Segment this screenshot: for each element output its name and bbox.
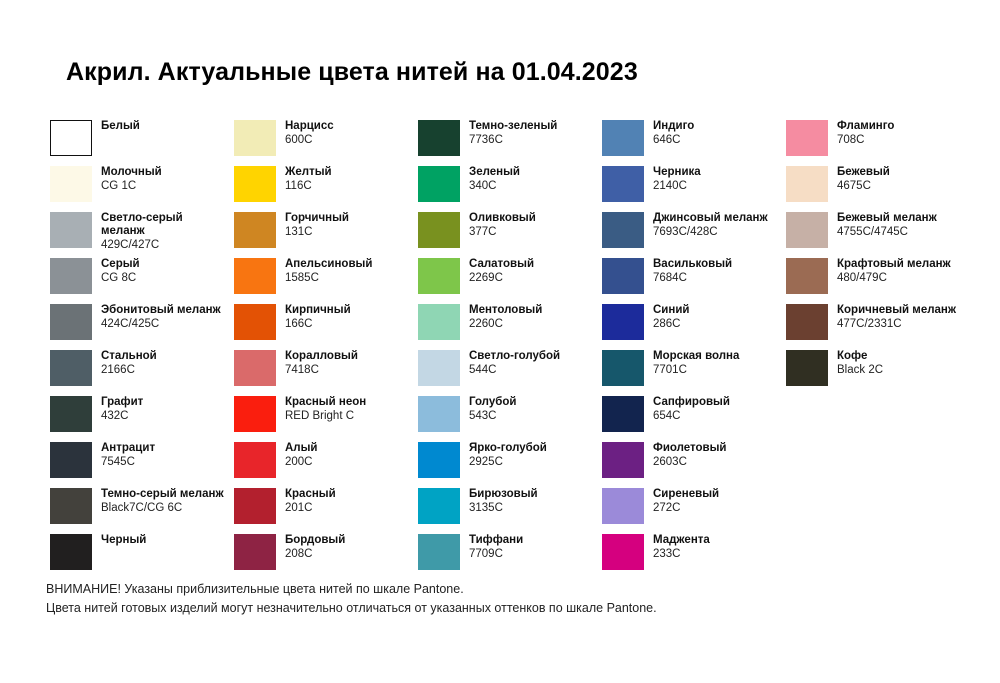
color-code: 340C (469, 179, 497, 192)
color-name: Сапфировый (653, 396, 730, 408)
color-labels (469, 166, 520, 193)
color-code: 7684C (653, 271, 687, 284)
color-name: Кирпичный (285, 304, 351, 316)
color-chip (786, 120, 828, 156)
color-name: Маджента (653, 534, 710, 546)
color-swatch-row (602, 258, 786, 304)
color-chip (50, 396, 92, 432)
color-code: Black 2C (837, 363, 884, 376)
color-name: Эбонитовый меланж (101, 304, 221, 316)
color-name: Черный (101, 534, 147, 546)
color-name: Джинсовый меланж (653, 212, 768, 224)
color-name: Светло-голубой (469, 350, 561, 362)
color-code: 200C (285, 455, 313, 468)
color-chip (418, 258, 460, 294)
color-name: Темно-серый меланж (101, 488, 224, 500)
color-swatch-row (602, 304, 786, 350)
color-swatch-row (234, 442, 418, 488)
color-swatch-row (234, 488, 418, 534)
color-swatch-row (418, 350, 602, 396)
color-swatch-row (50, 212, 234, 258)
color-labels (837, 120, 894, 147)
color-code: CG 8C (101, 271, 137, 284)
color-chip (234, 534, 276, 570)
color-code: 544C (469, 363, 497, 376)
color-swatch-row (50, 488, 234, 534)
color-name: Ментоловый (469, 304, 543, 316)
color-code: 432C (101, 409, 129, 422)
color-code: 7709C (469, 547, 503, 560)
color-code: 7693C/428C (653, 225, 718, 238)
color-code: 7545C (101, 455, 135, 468)
color-name: Коралловый (285, 350, 358, 362)
color-labels (101, 120, 140, 134)
color-chip (418, 166, 460, 202)
color-name: Кофе (837, 350, 868, 362)
color-name: Антрацит (101, 442, 156, 454)
color-chip (602, 212, 644, 248)
color-chip (786, 166, 828, 202)
color-labels (101, 166, 162, 193)
color-chip (418, 534, 460, 570)
color-name: Фиолетовый (653, 442, 727, 454)
color-name: Серый (101, 258, 140, 270)
color-code: 7418C (285, 363, 319, 376)
color-labels (653, 488, 719, 515)
color-code: 4755C/4745C (837, 225, 908, 238)
color-name: Фламинго (837, 120, 895, 132)
color-code: CG 1C (101, 179, 137, 192)
color-chip (602, 442, 644, 478)
color-code: 708C (837, 133, 865, 146)
color-name: Коричневый меланж (837, 304, 957, 316)
color-swatch-row (602, 534, 786, 580)
color-chip (50, 534, 92, 570)
color-swatch-row (418, 534, 602, 580)
color-name: Зеленый (469, 166, 520, 178)
color-chip (50, 488, 92, 524)
color-labels (101, 442, 155, 469)
color-labels (837, 258, 951, 285)
color-name: Голубой (469, 396, 517, 408)
color-swatch-row (50, 304, 234, 350)
color-chip (418, 442, 460, 478)
footer-line-2: Цвета нитей готовых изделий могут незначительно отличаться от указанных оттенков по шкале Pantone. (46, 601, 657, 616)
color-name: Бежевый меланж (837, 212, 937, 224)
color-code: 600C (285, 133, 313, 146)
color-swatch-row (418, 258, 602, 304)
color-swatch-row (234, 166, 418, 212)
color-swatch-row (418, 396, 602, 442)
color-labels (285, 304, 351, 331)
color-chip (234, 396, 276, 432)
color-code: 166C (285, 317, 313, 330)
color-chip (50, 442, 92, 478)
color-code: 377C (469, 225, 497, 238)
color-swatch-row (234, 258, 418, 304)
color-labels (285, 396, 366, 423)
color-labels (469, 534, 523, 561)
color-swatch-row (786, 350, 970, 396)
color-swatch-row (602, 442, 786, 488)
color-chip (50, 212, 92, 248)
color-chip (602, 350, 644, 386)
color-code: 654C (653, 409, 681, 422)
swatch-column (50, 120, 234, 580)
color-chip (602, 258, 644, 294)
color-name: Синий (653, 304, 690, 316)
color-swatch-row (50, 350, 234, 396)
color-labels (285, 120, 334, 147)
page-title: Акрил. Актуальные цвета нитей на 01.04.2023 (66, 58, 638, 86)
color-labels (469, 212, 536, 239)
color-code: 131C (285, 225, 313, 238)
color-chip (602, 166, 644, 202)
swatch-column (418, 120, 602, 580)
color-chip (418, 304, 460, 340)
color-code: 424C/425C (101, 317, 160, 330)
color-code: 272C (653, 501, 681, 514)
color-name: Апельсиновый (285, 258, 373, 270)
color-name: Черника (653, 166, 701, 178)
color-chip (234, 350, 276, 386)
color-labels (837, 212, 937, 239)
color-code: 3135C (469, 501, 503, 514)
footer-line-1: ВНИМАНИЕ! Указаны приблизительные цвета нитей по шкале Pantone. (46, 582, 464, 596)
color-swatch-row (234, 304, 418, 350)
color-labels (285, 534, 345, 561)
swatch-column (786, 120, 970, 580)
color-swatch-row (234, 396, 418, 442)
color-swatch-row (602, 120, 786, 166)
color-chip (602, 488, 644, 524)
color-labels (469, 442, 547, 469)
color-swatch-row (234, 120, 418, 166)
swatch-columns (50, 120, 970, 580)
color-labels (285, 442, 318, 469)
color-labels (653, 304, 689, 331)
color-name: Алый (285, 442, 318, 454)
color-swatch-row (234, 212, 418, 258)
color-labels (285, 350, 358, 377)
color-name: Ярко-голубой (469, 442, 547, 454)
color-labels (101, 396, 143, 423)
color-name: Салатовый (469, 258, 535, 270)
color-chip (234, 120, 276, 156)
color-code: 116C (285, 179, 312, 192)
color-code: 201C (285, 501, 313, 514)
color-chip (50, 304, 92, 340)
color-swatch-row (234, 534, 418, 580)
color-swatch-row (418, 212, 602, 258)
color-chip (786, 258, 828, 294)
color-code: 286C (653, 317, 681, 330)
color-chip (50, 258, 92, 294)
color-swatch-row (602, 396, 786, 442)
color-labels (285, 166, 332, 193)
color-code: 646C (653, 133, 681, 146)
color-swatch-row (602, 166, 786, 212)
color-chip (602, 396, 644, 432)
color-labels (101, 304, 221, 331)
color-chip (234, 304, 276, 340)
color-chip (418, 396, 460, 432)
color-swatch-row (418, 166, 602, 212)
color-chip (234, 166, 276, 202)
color-swatch-row (50, 120, 234, 166)
color-chip (50, 120, 92, 156)
color-labels (101, 258, 140, 285)
color-name: Белый (101, 120, 140, 132)
color-labels (653, 442, 727, 469)
color-code: 543C (469, 409, 497, 422)
color-labels (101, 534, 146, 548)
color-name: Светло-серый меланж (101, 212, 183, 237)
color-chip (234, 442, 276, 478)
color-chip (418, 350, 460, 386)
color-labels (653, 258, 732, 285)
color-name: Морская волна (653, 350, 740, 362)
color-chip (418, 212, 460, 248)
footer-notes (46, 580, 657, 619)
color-code: 477C/2331C (837, 317, 902, 330)
color-swatch-row (418, 304, 602, 350)
color-swatch-row (786, 120, 970, 166)
color-name: Темно-зеленый (469, 120, 558, 132)
color-swatch-row (50, 396, 234, 442)
color-code: 2140C (653, 179, 687, 192)
color-chip (234, 488, 276, 524)
color-chip (602, 534, 644, 570)
color-name: Крафтовый меланж (837, 258, 951, 270)
color-chip (786, 304, 828, 340)
color-labels (653, 350, 739, 377)
color-name: Тиффани (469, 534, 524, 546)
color-chip (234, 212, 276, 248)
color-chip (786, 212, 828, 248)
color-labels (101, 212, 226, 252)
color-swatch-row (50, 534, 234, 580)
color-labels (469, 488, 538, 515)
color-swatch-row (418, 442, 602, 488)
color-name: Графит (101, 396, 144, 408)
color-swatch-row (602, 212, 786, 258)
color-swatch-row (50, 442, 234, 488)
color-swatch-row (50, 258, 234, 304)
color-labels (653, 534, 710, 561)
color-name: Красный неон (285, 396, 367, 408)
color-swatch-row (786, 304, 970, 350)
color-labels (469, 258, 534, 285)
color-chip (418, 120, 460, 156)
color-swatch-row (786, 166, 970, 212)
color-chip (602, 120, 644, 156)
color-code: 480/479C (837, 271, 887, 284)
color-labels (837, 304, 956, 331)
color-chip (418, 488, 460, 524)
color-labels (285, 258, 372, 285)
swatch-column (602, 120, 786, 580)
color-code: 208C (285, 547, 313, 560)
color-code: 1585C (285, 271, 319, 284)
color-labels (101, 488, 224, 515)
color-name: Красный (285, 488, 336, 500)
color-labels (837, 350, 883, 377)
color-chip (50, 166, 92, 202)
color-swatch-row (234, 350, 418, 396)
color-labels (653, 166, 701, 193)
color-name: Бирюзовый (469, 488, 538, 500)
color-code: 429C/427C (101, 238, 160, 251)
color-swatch-row (418, 488, 602, 534)
color-swatch-row (786, 212, 970, 258)
color-code: 2166C (101, 363, 135, 376)
color-swatch-row (418, 120, 602, 166)
color-name: Сиреневый (653, 488, 720, 500)
color-code: 7701C (653, 363, 687, 376)
color-labels (469, 304, 542, 331)
color-swatch-row (50, 166, 234, 212)
color-code: 2603C (653, 455, 687, 468)
color-name: Бежевый (837, 166, 890, 178)
color-name: Горчичный (285, 212, 349, 224)
color-labels (653, 120, 694, 147)
color-swatch-row (786, 258, 970, 304)
color-name: Индиго (653, 120, 695, 132)
color-swatch-row (602, 488, 786, 534)
color-labels (285, 488, 336, 515)
color-labels (469, 350, 560, 377)
color-chip (602, 304, 644, 340)
color-labels (101, 350, 157, 377)
color-code: 2260C (469, 317, 503, 330)
color-code: 2269C (469, 271, 503, 284)
color-labels (469, 396, 516, 423)
color-name: Желтый (285, 166, 332, 178)
swatch-column (234, 120, 418, 580)
color-name: Молочный (101, 166, 162, 178)
color-labels (653, 212, 768, 239)
color-name: Нарцисс (285, 120, 334, 132)
color-chip (786, 350, 828, 386)
color-swatch-row (602, 350, 786, 396)
color-labels (653, 396, 730, 423)
color-chip (50, 350, 92, 386)
color-code: RED Bright C (285, 409, 355, 422)
color-name: Оливковый (469, 212, 536, 224)
color-code: Black7C/CG 6C (101, 501, 183, 514)
color-code: 7736C (469, 133, 503, 146)
color-name: Васильковый (653, 258, 733, 270)
color-labels (469, 120, 557, 147)
color-name: Бордовый (285, 534, 346, 546)
color-code: 2925C (469, 455, 503, 468)
color-chip (234, 258, 276, 294)
color-name: Стальной (101, 350, 157, 362)
color-code: 4675C (837, 179, 871, 192)
color-code: 233C (653, 547, 681, 560)
color-labels (837, 166, 890, 193)
color-labels (285, 212, 349, 239)
